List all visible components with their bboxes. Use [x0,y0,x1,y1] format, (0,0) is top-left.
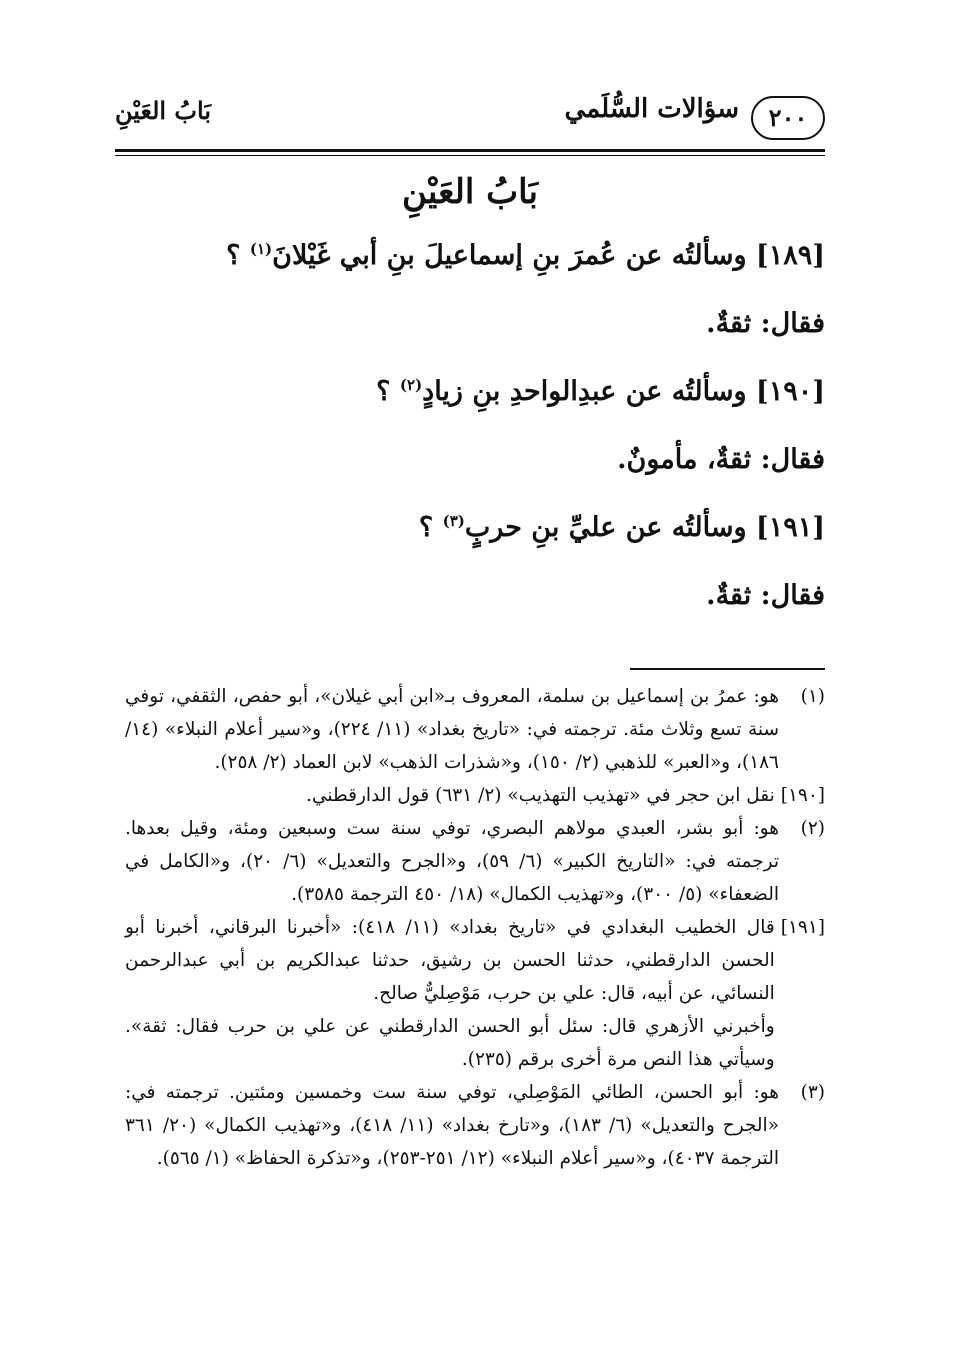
question-mark: ؟ [376,376,400,407]
entries-list [175,238,825,646]
entry-question-text: وسألتُه عن عبدِالواحدِ بنِ زيادٍ [422,376,747,407]
header-rule-thin [115,155,825,156]
footnote-body [125,680,779,779]
footnote-body [125,911,775,1076]
footnote-text: نقل ابن حجر في «تهذيب التهذيب» (٢/ ٦٣١) قول الدارقطني. [306,785,775,806]
footnote-text: هو: عمرُ بن إسماعيل بن سلمة، المعروف بـ«ابن أبي غيلان»، أبو حفص، الثقفي، توفي سنة تسع وثلاث مئة. ترجمته في: «تاريخ بغداد» (١١/ ٢٢٤)، و«سير أعلام النبلاء» (١٤/ ١٨٦)، و«العبر» للذهبي (٢/ ١٥٠)، و«شذرات الذهب» لابن العماد (٢/ ٢٥٨). [125,686,779,773]
footnote [125,911,825,1076]
question-mark: ؟ [226,240,250,271]
book-title: سؤالات السُّلَمي [564,94,739,124]
footnotes [125,680,825,1175]
entry-question [175,374,825,442]
header-rule-thick [115,149,825,152]
footnote-body [125,812,779,911]
page-number-badge: ٢٠٠ [751,96,825,140]
entry-question [175,510,825,578]
footnote-marker: (٢) [800,818,825,839]
entry-number: [١٩١] [755,512,825,543]
footnote [125,1076,825,1175]
entry-question-text: وسألتُه عن عُمرَ بنِ إسماعيلَ بنِ أبي غَيْلانَ [272,240,747,271]
footnote-reference[interactable]: (١) [249,240,273,258]
footnote-marker: (٣) [800,1082,825,1103]
running-header [115,92,825,152]
footnote-marker: [١٩٠] [780,785,825,806]
chapter-heading: بَابُ العَيْنِ [401,172,539,212]
footnote [125,779,825,812]
entry-question-text: وسألتُه عن عليِّ بنِ حربٍ [464,512,747,543]
footnote-body [125,1076,779,1175]
footnote-text: وأخبرني الأزهري قال: سئل أبو الحسن الدارقطني عن علي بن حرب فقال: ثقة». وسيأتي هذا النص مرة أخرى برقم (٢٣٥). [125,1016,775,1070]
footnote-marker: [١٩١] [780,917,825,938]
entry-number: [١٨٩] [755,240,825,271]
footnote-marker: (١) [800,686,825,707]
entry-answer: فقال: ثقةٌ. [706,580,825,611]
footnote-separator [630,668,825,670]
footnote-text: هو: أبو الحسن، الطائي المَوْصِلي، توفي سنة ست وخمسين ومئتين. ترجمته في: «الجرح والتعديل» (٦/ ١٨٣)، و«تارخ بغداد» (١١/ ٤١٨)، و«تهذيب الكمال» (٢٠/ ٣٦١ الترجمة ٤٠٣٧)، و«سير أعلام النبلاء» (١٢/ ٢٥١-٢٥٣)، و«تذكرة الحفاظ» (١/ ٥٦٥). [125,1082,779,1169]
footnote-reference[interactable]: (٢) [399,376,423,394]
footnote-body [125,779,775,812]
footnote [125,680,825,779]
footnote-text: هو: أبو بشر، العبدي مولاهم البصري، توفي سنة ست وسبعين ومئة، وقيل بعدها. ترجمته في: «التاريخ الكبير» (٦/ ٥٩)، و«الجرح والتعديل» (٦/ ٢٠)، و«الكامل في الضعفاء» (٥/ ٣٠٠)، و«تهذيب الكمال» (١٨/ ٤٥٠ الترجمة ٣٥٨٥). [125,818,779,905]
entry-answer: فقال: ثقةٌ. [706,308,825,339]
footnote [125,812,825,911]
footnote-reference[interactable]: (٣) [442,512,465,530]
footnote-text: قال الخطيب البغدادي في «تاريخ بغداد» (١١/ ٤١٨): «أخبرنا البرقاني، أخبرنا أبو الحسن الدارقطني، حدثنا الحسن بن رشيق، حدثنا عبدالكريم بن أبي عبدالرحمن النسائي، عن أبيه، قال: علي بن حرب، مَوْصِليٌّ صالح. [125,917,775,1004]
entry-answer: فقال: ثقةٌ، مأمونٌ. [617,444,825,475]
running-chapter-title: بَابُ العَيْنِ [115,96,212,125]
entry-number: [١٩٠] [755,376,825,407]
entry-question [175,238,825,306]
question-mark: ؟ [418,512,443,543]
